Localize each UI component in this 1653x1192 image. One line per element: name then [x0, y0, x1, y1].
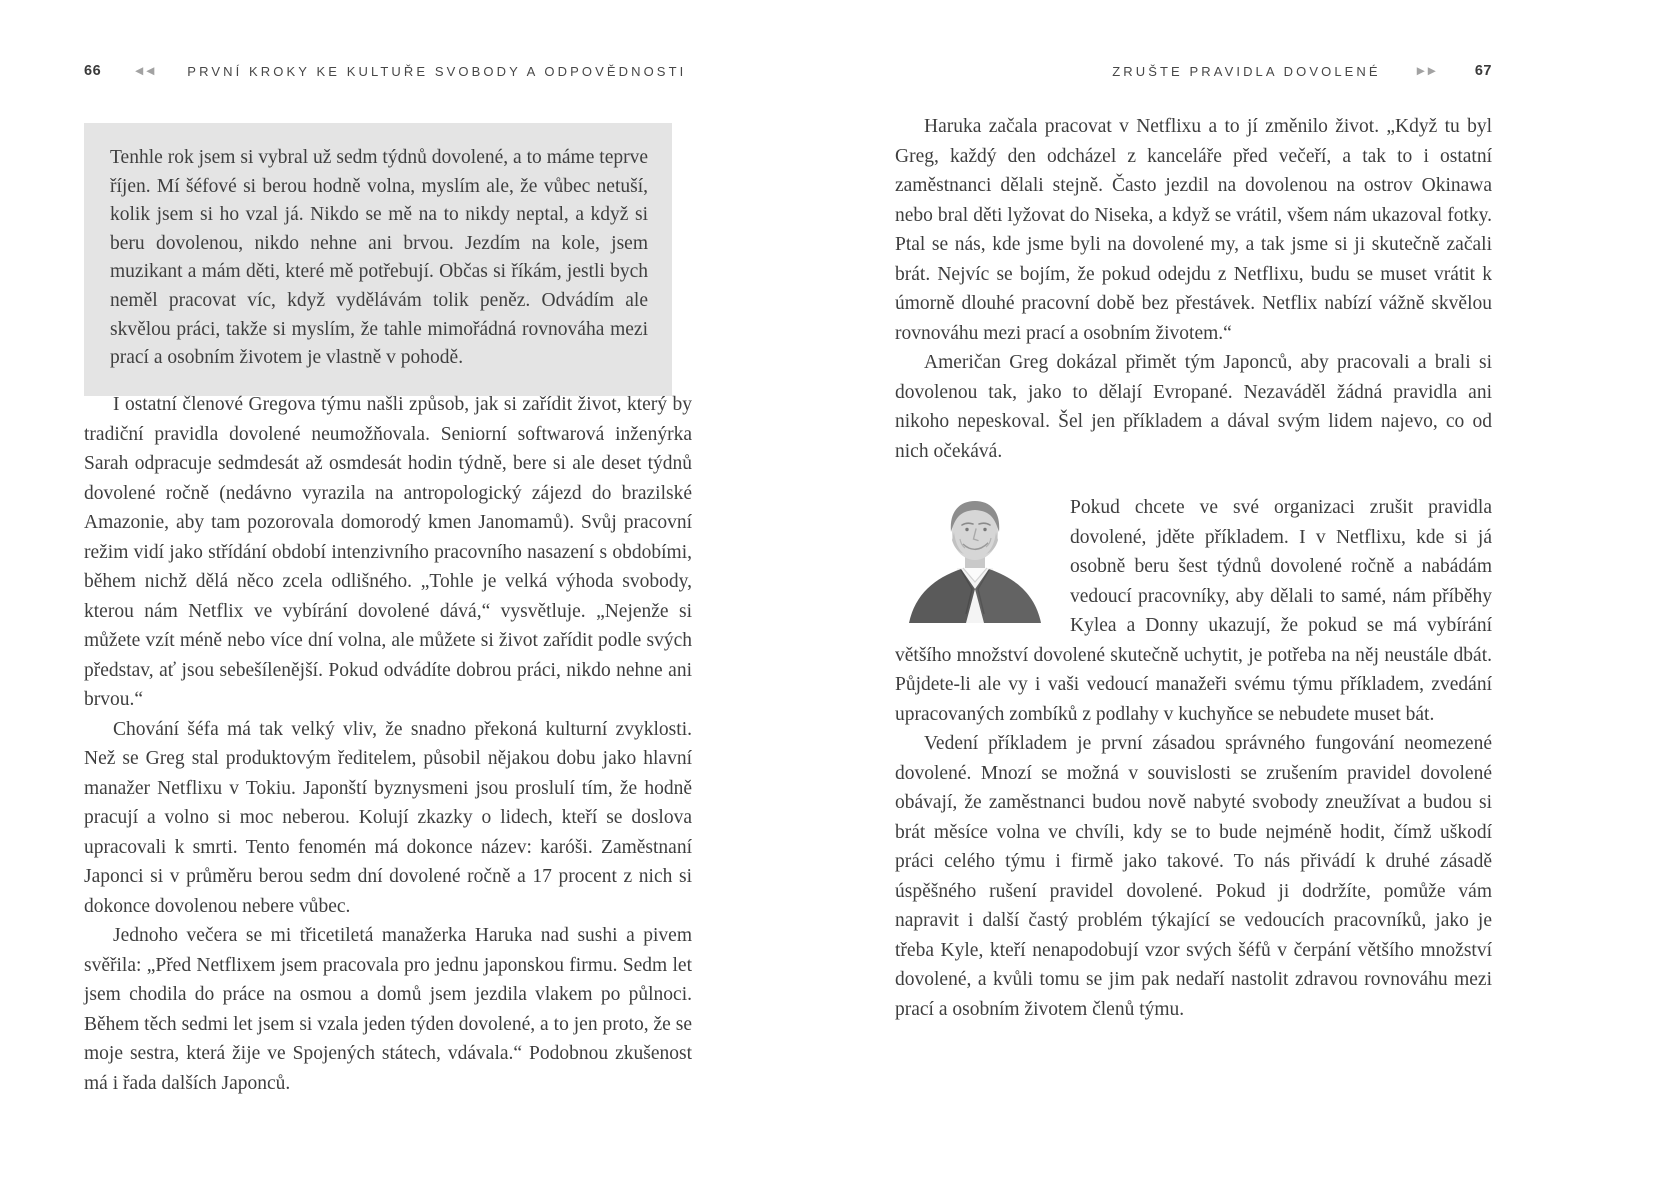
- paragraph: I ostatní členové Gregova týmu našli způsob, jak si zařídit život, který by tradiční pravidla dovolené neumožňovala. Seniorní softwarová inženýrka Sarah odpracuje sedmdesát až osmdesát hodin týdně, bere si ale deset týdnů dovolené ročně (nedávno vyrazila na antropologický zájezd do brazilské Amazonie, aby tam pozorovala domorodý kmen Janomamů). Svůj pracovní režim vidí jako střídání období intenzivního pracovního nasazení s obdobími, během nichž dělá něco zcela odlišného. „Tohle je velká výhoda svobody, kterou nám Netflix ve vybírání dovolené dává,“ vysvětluje. „Nejenže si můžete vzít méně nebo více dní volna, ale můžete si život zařídit podle svých představ, ať jsou sebešílenější. Pokud odvádíte dobrou práci, nikdo nehne ani brvou.“: [84, 394, 692, 710]
- paragraph: Američan Greg dokázal přimět tým Japonců, aby pracovali a brali si dovolenou tak, jako to dělají Evropané. Nezaváděl žádná pravidla ani nikoho nepeskoval. Šel jen příkladem a dával svým lidem najevo, co od nich očekává.: [895, 352, 1492, 462]
- right-running-head: ZRUŠTE PRAVIDLA DOVOLENÉ: [1112, 63, 1381, 79]
- left-page-number: 66: [84, 63, 102, 79]
- right-page-header: [895, 63, 1492, 79]
- left-body-text: [84, 390, 692, 1098]
- paragraph: Jednoho večera se mi třicetiletá manažerka Haruka nad sushi a pivem svěřila: „Před Netflixem jsem pracovala pro jednu japonskou firmu. Sedm let jsem chodila do práce na osmou a domů jsem jezdila vlakem po půlnoci. Během těch sedmi let jsem si vzala jeden týden dovolené, a to jen proto, že se moje sestra, která žije ve Spojených státech, vdávala.“ Podobnou zkušenost má i řada dalších Japonců.: [84, 925, 692, 1094]
- right-body-text: [895, 112, 1492, 1024]
- author-note-text: Pokud chcete ve své organizaci zrušit pravidla dovolené, jděte příkladem. I v Netflixu, kde si já osobně beru šest týdnů dovolené ročně a nabádám vedoucí pracovníky, aby dělali to samé, nám příběhy Kylea a Donny ukazují, že pokud se má vybírání většího množství dovolené skutečně uchytit, je potřeba na něj neustále dbát. Půjdete-li ale vy i vaši vedoucí manažeři svému týmu příkladem, zvedání upracovaných zombíků z podlahy v kuchyňce se nebudete muset bát.: [895, 497, 1492, 725]
- page-left: [84, 0, 692, 1192]
- previous-pages-icon: ◀◀: [135, 64, 158, 77]
- left-running-head: PRVNÍ KROKY KE KULTUŘE SVOBODY A ODPOVĚDNOSTI: [187, 63, 687, 79]
- paragraph: Chování šéfa má tak velký vliv, že snadno překoná kulturní zvyklosti. Než se Greg stal produktovým ředitelem, působil nějakou dobu jako hlavní manažer Netflixu v Tokiu. Japonští byznysmeni jsou proslulí tím, že hodně pracují a volno si moc neberou. Kolují zkazky o lidech, kteří se doslova upracovali k smrti. Tento fenomén má dokonce název: karóši. Zaměstnaní Japonci si v průměru berou sedm dní dovolené ročně a 17 procent z nich si dokonce dovolenou nebere vůbec.: [84, 718, 692, 917]
- page-right: [895, 0, 1492, 1192]
- left-page-header: [84, 63, 692, 79]
- quote-text: Tenhle rok jsem si vybral už sedm týdnů dovolené, a to máme teprve říjen. Mí šéfové si berou hodně volna, myslím ale, že vůbec netuší, kolik jsem si ho vzal já. Nikdo se mě na to nikdy neptal, a když si beru dovolenou, nikdo nehne ani brvou. Jezdím na kole, jsem muzikant a mám děti, které mě potřebují. Občas si říkám, jestli bych neměl pracovat víc, když vydělávám tolik peněz. Odvádím ale skvělou práci, takže si myslím, že tahle mimořádná rovnováha mezi prací a osobním životem je vlastně v pohodě.: [110, 147, 648, 369]
- next-pages-icon: ▶▶: [1416, 64, 1439, 77]
- author-note-block: [895, 493, 1492, 729]
- paragraph: Haruka začala pracovat v Netflixu a to jí změnilo život. „Když tu byl Greg, každý den odcházel z kanceláře před večeří, a tak to i ostatní zaměstnanci dělali stejně. Často jezdil na dovolenou na ostrov Okinawa nebo bral děti lyžovat do Niseka, a když se vrátil, všem nám ukazoval fotky. Ptal se nás, kde jsme byli na dovolené my, a tak jsme si ji skutečně začali brát. Nejvíc se bojím, že pokud odejdu z Netflixu, budu se muset vrátit k úmorně dlouhé pracovní době bez přestávek. Netflix nabízí vážně skvělou rovnováhu mezi prací a osobním životem.“: [895, 116, 1492, 344]
- employee-quote-box: [84, 123, 672, 396]
- paragraph: Vedení příkladem je první zásadou správného fungování neomezené dovolené. Mnozí se možná v souvislosti se zrušením pravidel dovolené obávají, že zaměstnanci budou nově nabyté svobody zneužívat a budou si brát měsíce volna ve chvíli, kdy se to bude nejméně hodit, čímž uškodí práci celého týmu i firmě jako takové. To nás přivádí k druhé zásadě úspěšného rušení pravidel dovolené. Pokud ji dodržíte, pomůže vám napravit i další častý problém týkající se vedoucích pracovníků, jako je třeba Kyle, kteří nenapodobují vzor svých šéfů v čerpání většího množství dovolené, a kvůli tomu se jim pak nedaří nastolit zdravou rovnováhu mezi prací a osobním životem členů týmu.: [895, 733, 1492, 1020]
- right-page-number: 67: [1474, 63, 1492, 79]
- author-portrait-photo: [895, 496, 1045, 623]
